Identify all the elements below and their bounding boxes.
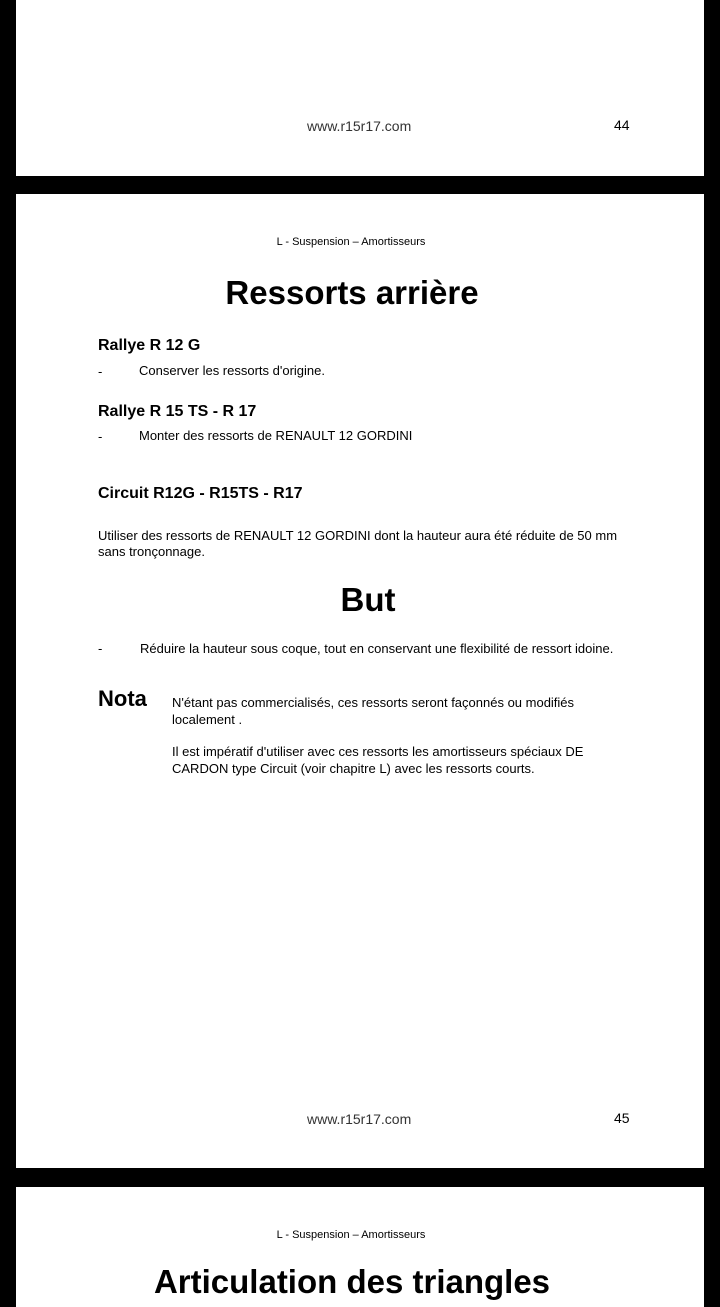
nota-paragraph-2: Il est impératif d'utiliser avec ces ressorts les amortisseurs spéciaux DE CARDON type Circuit (voir chapitre L) avec les ressorts courts. xyxy=(172,744,584,776)
bullet-dash: - xyxy=(98,364,103,379)
page-title: Articulation des triangles xyxy=(153,1263,551,1300)
page-title: Ressorts arrière xyxy=(225,274,479,311)
section-heading-rallye-r15ts: Rallye R 15 TS - R 17 xyxy=(98,403,257,420)
running-head: L - Suspension – Amortisseurs xyxy=(276,236,426,248)
but-title: But xyxy=(340,581,396,618)
page-45 xyxy=(16,194,704,1168)
page-number: 44 xyxy=(614,117,630,133)
running-head: L - Suspension – Amortisseurs xyxy=(276,1229,426,1241)
section-heading-rallye-r12g: Rallye R 12 G xyxy=(98,337,201,354)
list-item: Réduire la hauteur sous coque, tout en conservant une flexibilité de ressort idoine. xyxy=(140,641,614,656)
page-44 xyxy=(16,0,704,176)
section-heading-circuit: Circuit R12G - R15TS - R17 xyxy=(98,485,303,502)
bullet-dash: - xyxy=(98,429,103,444)
page-46 xyxy=(16,1187,704,1307)
nota-paragraph-1: N'étant pas commercialisés, ces ressorts seront façonnés ou modifiés localement . xyxy=(172,695,575,727)
nota-label: Nota xyxy=(98,686,147,711)
list-item: Conserver les ressorts d'origine. xyxy=(139,363,325,378)
footer-url: www.r15r17.com xyxy=(307,1111,412,1127)
bullet-dash: - xyxy=(98,641,103,656)
page-number: 45 xyxy=(614,1110,630,1126)
paragraph: Utiliser des ressorts de RENAULT 12 GORDINI dont la hauteur aura été réduite de 50 mm sans tronçonnage. xyxy=(98,528,618,559)
footer-url: www.r15r17.com xyxy=(307,118,412,134)
list-item: Monter des ressorts de RENAULT 12 GORDINI xyxy=(139,428,413,443)
